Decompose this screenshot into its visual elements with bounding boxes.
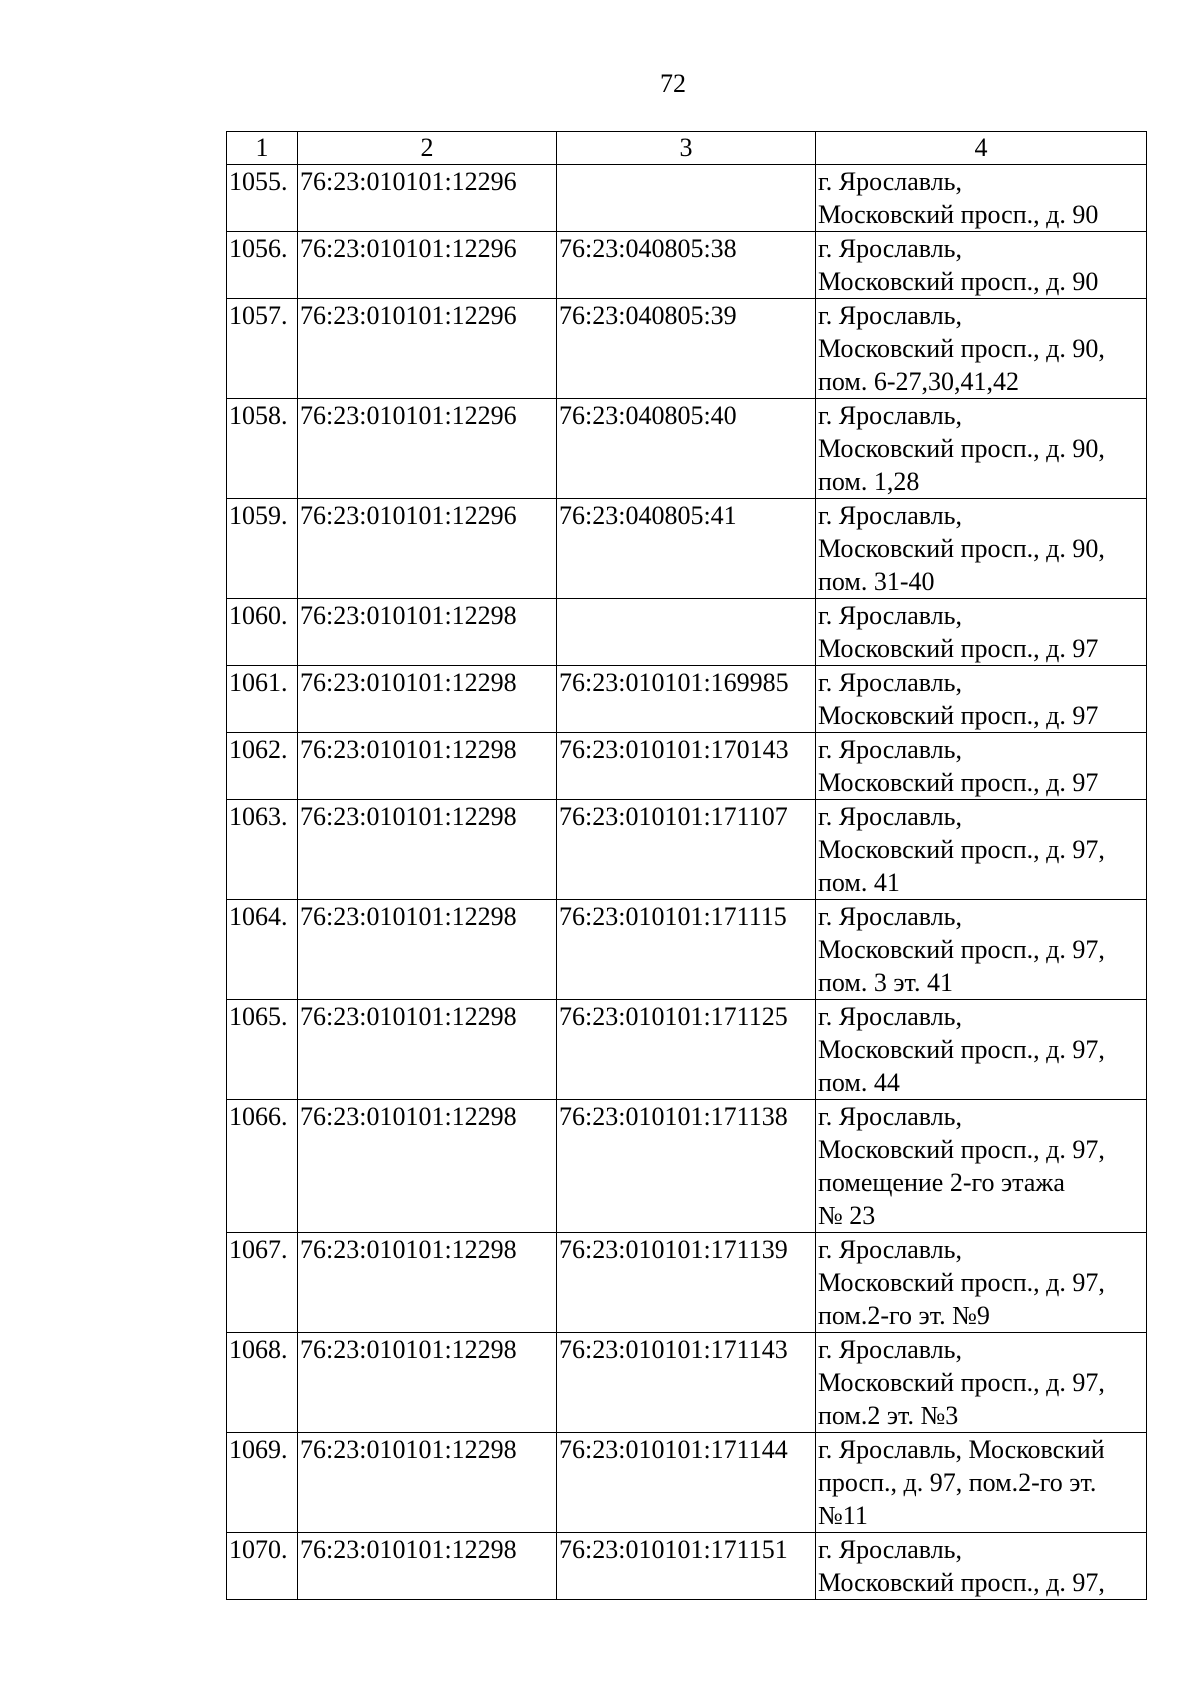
address-line: Московский просп., д. 97,	[818, 835, 1105, 864]
address-line: Московский просп., д. 97	[818, 634, 1099, 663]
address-line: г. Ярославль,	[818, 1335, 963, 1364]
column-header-4: 4	[816, 132, 1147, 165]
address-line: г. Ярославль,	[818, 668, 963, 697]
address-line: г. Ярославль,	[818, 802, 963, 831]
address-cell	[816, 599, 1147, 666]
address-line: Московский просп., д. 90,	[818, 334, 1105, 363]
address-line: Московский просп., д. 97	[818, 701, 1099, 730]
table-row	[227, 299, 1147, 399]
address-line: Московский просп., д. 90	[818, 267, 1099, 296]
address-cell	[816, 900, 1147, 1000]
cadastral-number-parcel: 76:23:010101:12298	[298, 1100, 557, 1233]
address-line: пом. 44	[818, 1068, 900, 1097]
cadastral-number-parcel: 76:23:010101:12298	[298, 1233, 557, 1333]
cadastral-number-object: 76:23:010101:171125	[557, 1000, 816, 1100]
column-header-2: 2	[298, 132, 557, 165]
table-row	[227, 666, 1147, 733]
address-line: Московский просп., д. 90	[818, 200, 1099, 229]
row-number: 1063.	[227, 800, 298, 900]
cadastral-number-parcel: 76:23:010101:12298	[298, 800, 557, 900]
row-number: 1066.	[227, 1100, 298, 1233]
table-header-row	[227, 132, 1147, 165]
address-line: г. Ярославль,	[818, 301, 963, 330]
row-number: 1055.	[227, 165, 298, 232]
address-line: г. Ярославль,	[818, 735, 963, 764]
address-cell	[816, 499, 1147, 599]
cadastral-number-parcel: 76:23:010101:12298	[298, 1533, 557, 1600]
address-cell	[816, 1100, 1147, 1233]
table-row	[227, 1233, 1147, 1333]
cadastral-number-object: 76:23:010101:171144	[557, 1433, 816, 1533]
row-number: 1065.	[227, 1000, 298, 1100]
address-line: г. Ярославль,	[818, 1002, 963, 1031]
address-cell	[816, 165, 1147, 232]
address-line: г. Ярославль,	[818, 501, 963, 530]
address-line: г. Ярославль,	[818, 1102, 963, 1131]
row-number: 1070.	[227, 1533, 298, 1600]
cadastral-number-object: 76:23:040805:40	[557, 399, 816, 499]
address-line: г. Ярославль, Московский	[818, 1435, 1105, 1464]
table-row	[227, 165, 1147, 232]
address-line: пом.2 эт. №3	[818, 1401, 959, 1430]
cadastral-number-parcel: 76:23:010101:12298	[298, 1000, 557, 1100]
address-line: №11	[818, 1501, 868, 1530]
address-line: Московский просп., д. 90,	[818, 534, 1105, 563]
column-header-3: 3	[557, 132, 816, 165]
cadastral-number-object: 76:23:010101:171143	[557, 1333, 816, 1433]
address-cell	[816, 399, 1147, 499]
address-line: пом. 1,28	[818, 467, 920, 496]
address-line: г. Ярославль,	[818, 167, 963, 196]
table-row	[227, 800, 1147, 900]
row-number: 1060.	[227, 599, 298, 666]
cadastral-number-object: 76:23:010101:170143	[557, 733, 816, 800]
address-cell	[816, 1233, 1147, 1333]
cadastral-number-object: 76:23:010101:171151	[557, 1533, 816, 1600]
cadastral-number-parcel: 76:23:010101:12298	[298, 1433, 557, 1533]
address-line: г. Ярославль,	[818, 1235, 963, 1264]
cadastral-number-parcel: 76:23:010101:12296	[298, 399, 557, 499]
column-header-1: 1	[227, 132, 298, 165]
cadastral-number-object: 76:23:010101:171139	[557, 1233, 816, 1333]
address-line: г. Ярославль,	[818, 1535, 963, 1564]
cadastral-number-parcel: 76:23:010101:12298	[298, 599, 557, 666]
cadastral-number-parcel: 76:23:010101:12296	[298, 499, 557, 599]
address-cell	[816, 800, 1147, 900]
address-line: пом. 41	[818, 868, 900, 897]
address-line: пом. 31-40	[818, 567, 935, 596]
row-number: 1062.	[227, 733, 298, 800]
address-cell	[816, 232, 1147, 299]
cadastral-number-parcel: 76:23:010101:12298	[298, 1333, 557, 1433]
cadastral-number-parcel: 76:23:010101:12296	[298, 299, 557, 399]
address-line: Московский просп., д. 97,	[818, 1568, 1105, 1597]
row-number: 1061.	[227, 666, 298, 733]
address-cell	[816, 1533, 1147, 1600]
address-line: № 23	[818, 1201, 876, 1230]
row-number: 1068.	[227, 1333, 298, 1433]
table-body	[227, 165, 1147, 1600]
address-line: Московский просп., д. 97,	[818, 1035, 1105, 1064]
cadastral-number-parcel: 76:23:010101:12296	[298, 165, 557, 232]
row-number: 1067.	[227, 1233, 298, 1333]
cadastral-number-parcel: 76:23:010101:12298	[298, 733, 557, 800]
address-line: помещение 2-го этажа	[818, 1168, 1065, 1197]
cadastral-number-object: 76:23:010101:171107	[557, 800, 816, 900]
cadastral-number-object: 76:23:010101:169985	[557, 666, 816, 733]
table-row	[227, 399, 1147, 499]
cadastral-number-parcel: 76:23:010101:12298	[298, 900, 557, 1000]
address-line: г. Ярославль,	[818, 601, 963, 630]
cadastral-number-object: 76:23:010101:171138	[557, 1100, 816, 1233]
cadastral-number-object: 76:23:040805:38	[557, 232, 816, 299]
address-line: Московский просп., д. 97,	[818, 1268, 1105, 1297]
table-row	[227, 1533, 1147, 1600]
table-row	[227, 499, 1147, 599]
page-number: 72	[660, 69, 686, 98]
cadastral-number-object: 76:23:010101:171115	[557, 900, 816, 1000]
address-line: Московский просп., д. 97	[818, 768, 1099, 797]
address-line: г. Ярославль,	[818, 902, 963, 931]
row-number: 1058.	[227, 399, 298, 499]
cadastral-number-object	[557, 599, 816, 666]
cadastral-table	[226, 131, 1147, 1600]
table-row	[227, 733, 1147, 800]
table-row	[227, 1433, 1147, 1533]
cadastral-number-object: 76:23:040805:41	[557, 499, 816, 599]
row-number: 1056.	[227, 232, 298, 299]
row-number: 1069.	[227, 1433, 298, 1533]
address-cell	[816, 1333, 1147, 1433]
cadastral-number-parcel: 76:23:010101:12298	[298, 666, 557, 733]
row-number: 1059.	[227, 499, 298, 599]
cadastral-number-parcel: 76:23:010101:12296	[298, 232, 557, 299]
address-cell	[816, 299, 1147, 399]
table-row	[227, 1333, 1147, 1433]
address-cell	[816, 733, 1147, 800]
address-line: пом.2-го эт. №9	[818, 1301, 990, 1330]
cadastral-number-object	[557, 165, 816, 232]
address-line: Московский просп., д. 90,	[818, 434, 1105, 463]
address-line: пом. 3 эт. 41	[818, 968, 953, 997]
address-line: Московский просп., д. 97,	[818, 1368, 1105, 1397]
address-line: г. Ярославль,	[818, 401, 963, 430]
table-row	[227, 900, 1147, 1000]
address-line: пом. 6-27,30,41,42	[818, 367, 1020, 396]
cadastral-number-object: 76:23:040805:39	[557, 299, 816, 399]
address-cell	[816, 1000, 1147, 1100]
address-line: Московский просп., д. 97,	[818, 1135, 1105, 1164]
table-row	[227, 599, 1147, 666]
address-line: г. Ярославль,	[818, 234, 963, 263]
address-line: Московский просп., д. 97,	[818, 935, 1105, 964]
row-number: 1064.	[227, 900, 298, 1000]
address-cell	[816, 666, 1147, 733]
table-row	[227, 1100, 1147, 1233]
table-row	[227, 1000, 1147, 1100]
row-number: 1057.	[227, 299, 298, 399]
address-cell	[816, 1433, 1147, 1533]
table-row	[227, 232, 1147, 299]
address-line: просп., д. 97, пом.2-го эт.	[818, 1468, 1097, 1497]
